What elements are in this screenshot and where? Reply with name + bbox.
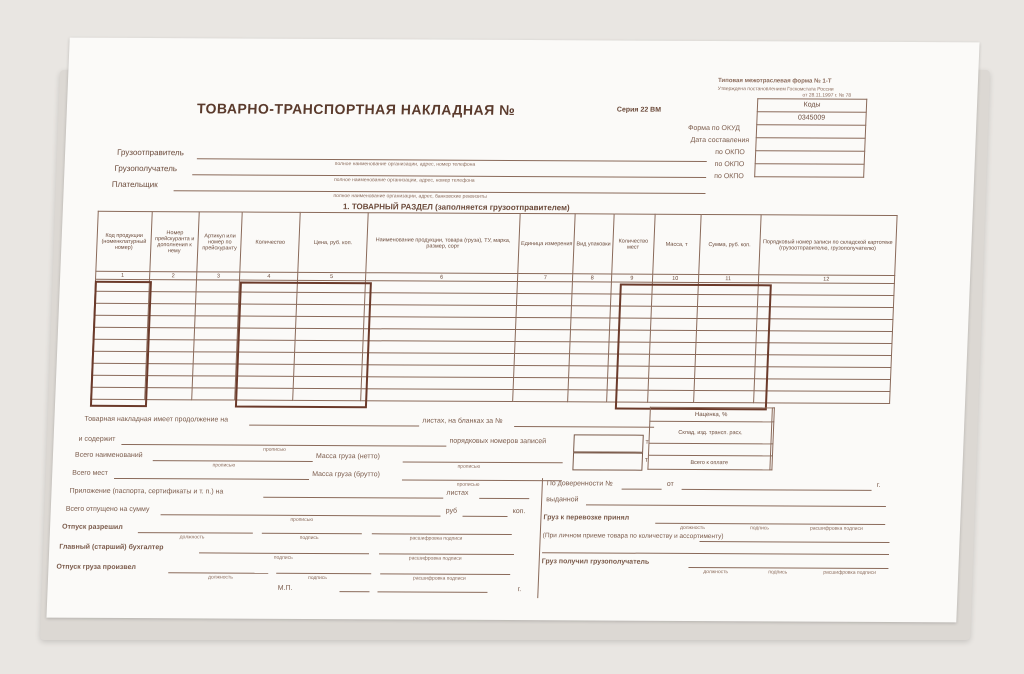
total-pay-cell[interactable]	[770, 456, 772, 470]
column-header: Масса, т	[652, 214, 701, 274]
blank-cell[interactable]	[771, 444, 773, 456]
table-cell[interactable]	[515, 330, 571, 342]
table-cell[interactable]	[194, 328, 237, 340]
table-cell[interactable]	[571, 318, 610, 330]
column-header: Количество мест	[612, 214, 655, 274]
issued-label: выданной	[546, 496, 579, 504]
blank-cell[interactable]	[648, 443, 771, 456]
table-cell[interactable]	[361, 377, 514, 390]
sheets-short-line[interactable]	[479, 498, 529, 499]
table-cell[interactable]	[757, 283, 894, 296]
table-cell[interactable]	[569, 366, 608, 378]
payer-label: Плательщик	[111, 179, 158, 190]
column-number: 1	[96, 271, 150, 279]
table-cell[interactable]	[360, 389, 513, 402]
from-label: от	[666, 480, 674, 488]
code-cell[interactable]	[756, 125, 866, 139]
qty-price-group-outline	[235, 282, 372, 409]
table-cell[interactable]	[145, 376, 193, 388]
proxy-label: По доверенности №	[546, 480, 613, 488]
series: Серия 22 ВМ	[616, 106, 662, 114]
table-cell[interactable]	[513, 390, 569, 402]
table-cell[interactable]	[514, 366, 570, 378]
decode-hint-2: расшифровка подписи	[408, 555, 462, 562]
table-cell[interactable]	[147, 316, 195, 328]
table-cell[interactable]	[753, 391, 890, 404]
total-places-label: Всего мест	[72, 469, 109, 477]
propisyu-3: прописью	[457, 463, 481, 470]
table-cell[interactable]	[516, 306, 572, 318]
column-number: 12	[758, 275, 895, 284]
cargo-received-label: Груз получил грузополучатель	[541, 558, 650, 566]
okpo-label-2: по ОКПО	[714, 161, 745, 169]
document-title: ТОВАРНО-ТРАНСПОРТНАЯ НАКЛАДНАЯ №	[196, 100, 516, 118]
table-cell[interactable]	[192, 388, 235, 400]
signature-hint-4: подпись	[749, 525, 770, 532]
table-cell[interactable]	[572, 294, 611, 306]
column-number: 11	[698, 274, 758, 282]
personal-note: (При личном приеме товара по количеству и ассортименту)	[542, 532, 724, 541]
table-cell[interactable]	[754, 367, 891, 380]
shipper-label: Грузоотправитель	[116, 147, 185, 158]
approval-date: от 28.11.1997 г. № 78	[802, 92, 852, 99]
consignee-hint: полное наименование организации, адрес, номер телефона	[333, 177, 475, 184]
net-mass-box[interactable]	[573, 434, 644, 452]
rub-line[interactable]	[462, 516, 507, 517]
table-cell[interactable]	[195, 304, 238, 316]
consignee-label: Грузополучатель	[114, 163, 178, 174]
table-cell[interactable]	[149, 280, 197, 292]
release-done-label: Отпуск груза произвел	[56, 563, 137, 572]
sheets-short: листах	[446, 489, 469, 497]
markup-label: Наценка, %	[650, 407, 773, 422]
rub-label: руб	[445, 507, 458, 515]
total-names-label: Всего наименований	[74, 451, 143, 460]
table-cell[interactable]	[570, 342, 609, 354]
column-header: Код продукции (номенклатурный номер)	[96, 211, 152, 271]
column-header: Единица измерения	[518, 214, 576, 274]
release-permitted-label: Отпуск разрешил	[61, 523, 123, 531]
sheets-label: листах, на бланках за №	[422, 417, 503, 425]
table-cell[interactable]	[193, 376, 236, 388]
decode-hint-1: расшифровка подписи	[409, 535, 463, 542]
table-cell[interactable]	[517, 282, 573, 294]
day-line[interactable]	[339, 591, 369, 592]
table-cell[interactable]	[515, 342, 571, 354]
table-cell[interactable]	[364, 305, 517, 318]
column-number: 7	[518, 274, 573, 282]
position-hint-1: должность	[179, 534, 205, 541]
table-cell[interactable]	[756, 331, 893, 344]
column-number: 5	[298, 272, 366, 280]
column-header: Цена, руб. коп.	[298, 212, 368, 272]
table-cell[interactable]	[148, 304, 196, 316]
column-header: Артикул или номер по прейскуранту	[197, 212, 242, 272]
personal-line-2[interactable]	[542, 552, 889, 555]
codes-heading: Коды	[757, 99, 867, 113]
table-cell[interactable]	[193, 364, 236, 376]
position-hint-2: должность	[207, 574, 233, 581]
month-line[interactable]	[377, 591, 487, 593]
table-cell[interactable]	[362, 353, 515, 366]
personal-line[interactable]	[699, 541, 889, 543]
table-cell[interactable]	[363, 329, 516, 342]
table-cell[interactable]	[194, 340, 237, 352]
table-cell[interactable]	[516, 318, 572, 330]
table-cell[interactable]	[756, 319, 893, 332]
proxy-date-line[interactable]	[682, 489, 872, 491]
propisyu-1: прописью	[263, 446, 286, 453]
column-header: Номер прейскуранта и дополнения к нему	[150, 212, 200, 272]
table-cell[interactable]	[147, 328, 195, 340]
warehouse-label: Склад, изд. трансп. расх.	[649, 421, 772, 444]
table-cell[interactable]	[568, 390, 607, 402]
code-cell[interactable]	[755, 151, 865, 165]
issued-line[interactable]	[586, 504, 886, 507]
net-label: Масса груза (нетто)	[315, 452, 381, 461]
table-cell[interactable]	[517, 294, 573, 306]
column-number: 8	[573, 274, 612, 282]
column-number: 4	[240, 272, 298, 280]
propisyu-5: прописью	[290, 516, 314, 523]
column-number: 2	[149, 272, 197, 280]
pages-label: Товарная накладная имеет продолжение на	[84, 415, 229, 424]
column-header: Количество	[240, 212, 301, 272]
code-cell[interactable]	[755, 164, 865, 178]
kop-label: коп.	[512, 508, 526, 516]
attachments-line[interactable]	[263, 497, 443, 499]
attachments-label: Приложение (паспорта, сертификаты и т. п.) на	[69, 487, 224, 496]
table-cell[interactable]	[196, 292, 239, 304]
signature-hint-2: подпись	[273, 554, 293, 561]
decode-hint-4: расшифровка подписи	[809, 525, 863, 532]
table-cell[interactable]	[755, 355, 892, 368]
okpo-label-1: по ОКПО	[714, 149, 745, 157]
codes-table	[754, 98, 867, 178]
mp-stamp: М.П.	[277, 584, 293, 592]
table-cell[interactable]	[570, 330, 609, 342]
table-cell[interactable]	[194, 352, 237, 364]
shipper-hint: полное наименование организации, адрес, номер телефона	[334, 161, 476, 168]
table-cell[interactable]	[757, 295, 894, 308]
code-cell[interactable]	[756, 138, 866, 152]
column-number: 6	[365, 273, 518, 282]
records-label: порядковых номеров записей	[449, 437, 547, 446]
table-cell[interactable]	[144, 388, 192, 400]
chief-accountant-label: Главный (старший) бухгалтер	[59, 543, 164, 552]
column-header: Вид упаковки	[573, 214, 614, 274]
goods-table	[90, 211, 897, 404]
signature-hint-1: подпись	[299, 534, 319, 542]
table-cell[interactable]	[754, 379, 891, 392]
decode-hint-3: расшифровка подписи	[412, 575, 466, 582]
section-title: 1. ТОВАРНЫЙ РАЗДЕЛ (заполняется грузоотправителем)	[342, 202, 570, 213]
decode-hint-5: расшифровка подписи	[823, 569, 877, 576]
table-cell[interactable]	[196, 280, 239, 292]
total-pay-label: Всего к оплате	[648, 455, 771, 470]
form-type: Типовая межотраслевая форма № 1-Т	[717, 78, 832, 85]
okud-label: Форма по ОКУД	[687, 124, 741, 133]
proxy-line[interactable]	[622, 489, 662, 490]
year-label: г.	[517, 586, 522, 594]
table-cell[interactable]	[364, 293, 517, 306]
column-number: 10	[652, 274, 698, 282]
year-label-2: г.	[876, 481, 881, 489]
markup-table	[644, 407, 775, 471]
t-1: т	[645, 438, 649, 446]
okpo-label-3: по ОКПО	[714, 173, 744, 181]
position-hint-4: должность	[703, 569, 729, 576]
blanks-line[interactable]	[514, 426, 654, 428]
table-cell[interactable]	[195, 316, 238, 328]
table-cell[interactable]	[755, 343, 892, 356]
column-number: 3	[197, 272, 240, 280]
t-2: т	[644, 456, 649, 464]
signature-hint-3: подпись	[307, 574, 328, 582]
gross-line[interactable]	[402, 479, 562, 481]
table-cell[interactable]	[146, 352, 194, 364]
table-cell[interactable]	[362, 341, 515, 354]
gross-label: Масса груза (брутто)	[312, 470, 381, 479]
table-cell[interactable]	[756, 307, 893, 320]
markup-cell[interactable]	[772, 408, 774, 422]
table-cell[interactable]	[571, 306, 610, 318]
table-cell[interactable]	[145, 364, 193, 376]
date-label: Дата составления	[690, 136, 750, 145]
column-number: 9	[611, 274, 652, 282]
column-header: Порядковый номер записи по складской картотеке (грузоотправителю, грузополучателю)	[758, 215, 897, 276]
payer-hint: полное наименование организации, адрес, банковские реквизиты	[333, 193, 487, 200]
table-cell[interactable]	[146, 340, 194, 352]
places-mass-sum-outline	[615, 284, 772, 411]
okud-value: 0345009	[757, 112, 867, 126]
table-cell[interactable]	[572, 282, 611, 294]
position-hint-3: должность	[679, 524, 705, 532]
table-cell[interactable]	[363, 317, 516, 330]
column-header: Сумма, руб. коп.	[698, 214, 760, 274]
table-cell[interactable]	[148, 292, 196, 304]
net-line[interactable]	[403, 461, 563, 463]
warehouse-cell[interactable]	[771, 422, 774, 444]
total-sum-label: Всего отпущено на сумму	[65, 505, 150, 514]
approval-note: Утверждена постановлением Госкомстата России	[717, 86, 834, 93]
contains-label: и содержит	[78, 435, 116, 443]
table-cell[interactable]	[513, 378, 569, 390]
total-places-line[interactable]	[114, 478, 309, 480]
table-cell[interactable]	[514, 354, 570, 366]
waybill-form	[46, 38, 979, 623]
code-group-outline	[90, 281, 152, 407]
table-cell[interactable]	[568, 378, 607, 390]
table-cell[interactable]	[365, 281, 518, 294]
cargo-accepted-label: Груз к перевозке принял	[543, 514, 630, 522]
pages-line[interactable]	[249, 425, 419, 427]
propisyu-2: прописью	[212, 462, 236, 469]
column-header: Наименование продукции, товара (груза), ТУ, марка, размер, сорт	[365, 213, 520, 274]
signature-hint-5: подпись	[768, 569, 788, 576]
propisyu-4: прописью	[456, 481, 480, 488]
gross-mass-box[interactable]	[572, 452, 643, 470]
table-cell[interactable]	[361, 365, 514, 378]
table-cell[interactable]	[569, 354, 608, 366]
